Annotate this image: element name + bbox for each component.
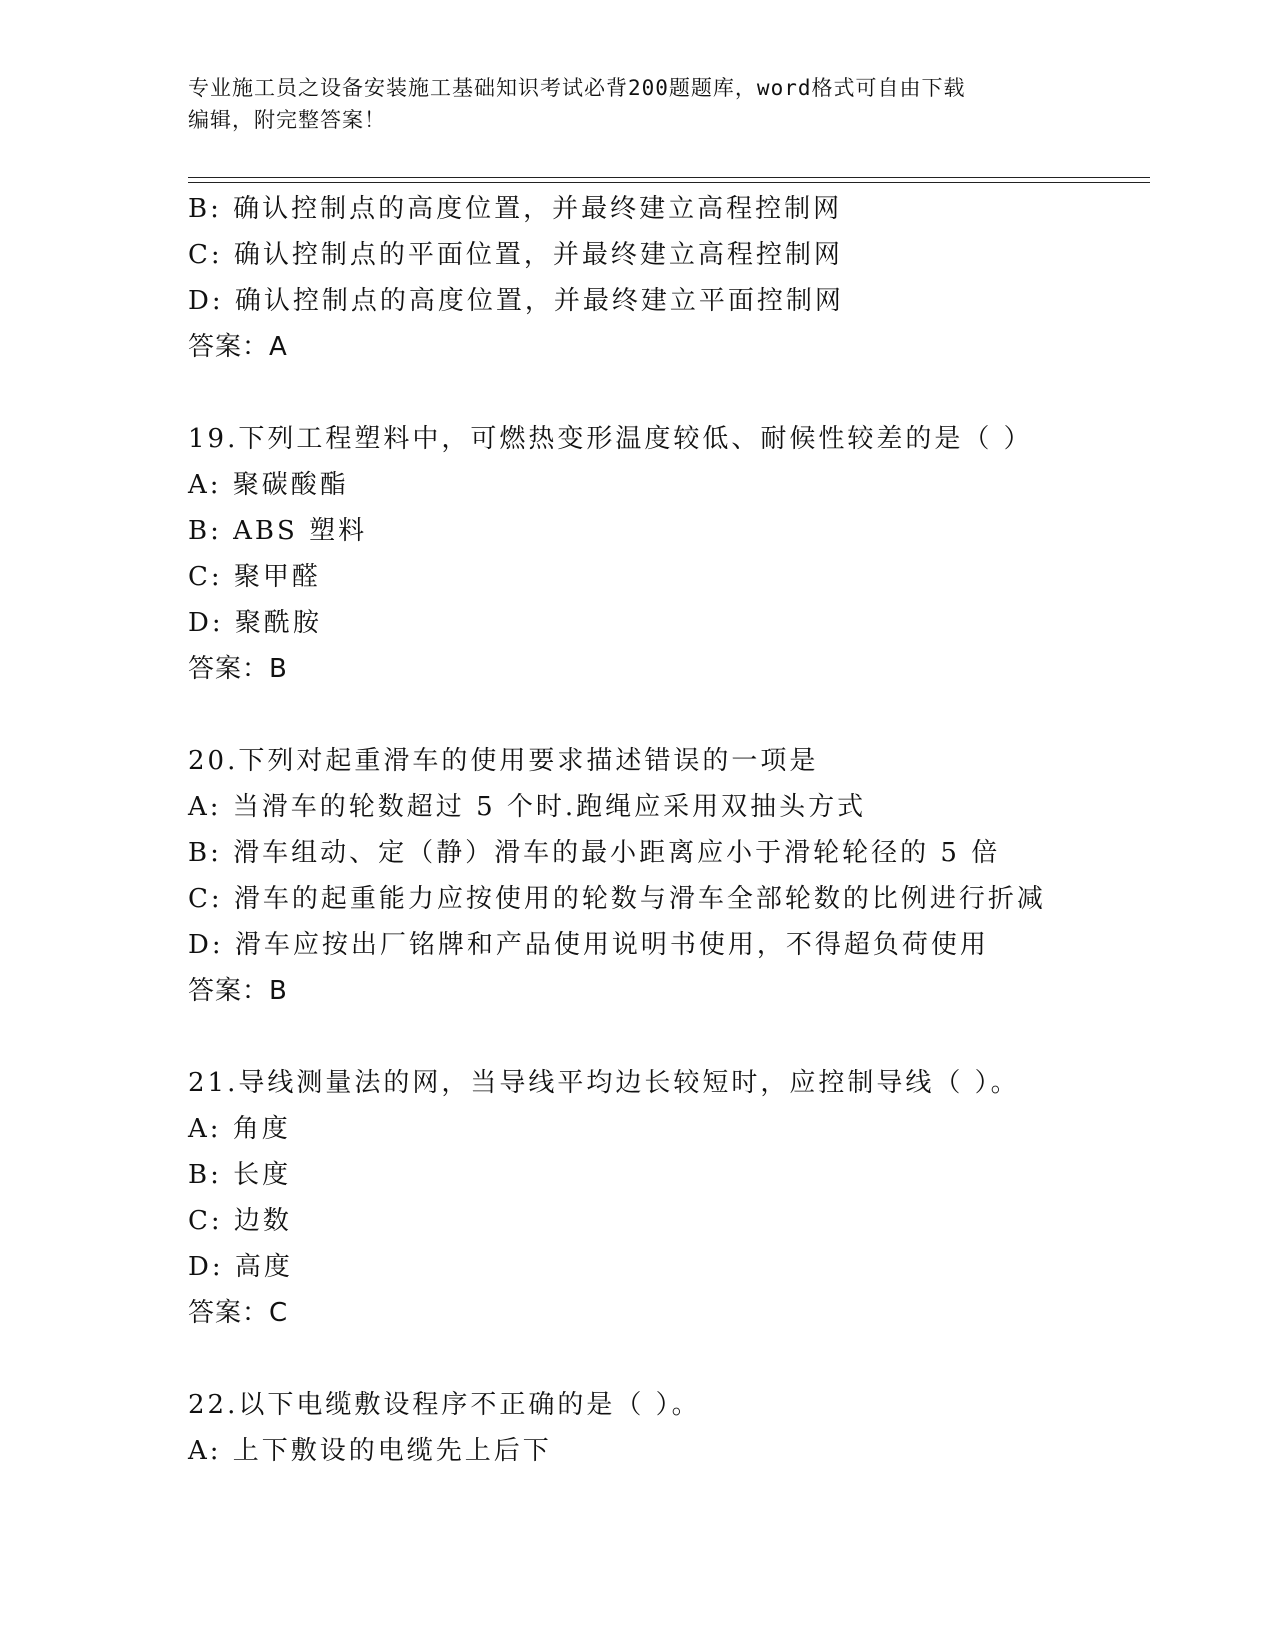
question-stem: 21.导线测量法的网，当导线平均边长较短时，应控制导线（ ）。	[188, 1068, 1020, 1098]
answer: 答案：C	[188, 1298, 289, 1328]
page-header	[188, 72, 1068, 136]
question-19	[188, 416, 1148, 692]
option-b: B: 长度	[188, 1160, 292, 1190]
option-c: C: 滑车的起重能力应按使用的轮数与滑车全部轮数的比例进行折减	[188, 884, 1046, 914]
option-d: D: 高度	[188, 1252, 293, 1282]
answer: 答案：B	[188, 654, 288, 684]
option-c: C: 聚甲醛	[188, 562, 321, 592]
question-22	[188, 1382, 1148, 1474]
option-d: D: 确认控制点的高度位置，并最终建立平面控制网	[188, 286, 844, 316]
question-stem: 19.下列工程塑料中，可燃热变形温度较低、耐候性较差的是（ ）	[188, 424, 1033, 454]
question-stem: 22.以下电缆敷设程序不正确的是（ ）。	[188, 1390, 701, 1420]
question-21	[188, 1060, 1148, 1336]
option-c: C: 确认控制点的平面位置，并最终建立高程控制网	[188, 240, 843, 270]
question-stem: 20.下列对起重滑车的使用要求描述错误的一项是	[188, 746, 819, 776]
header-title-line-2: 编辑，附完整答案！	[188, 108, 386, 132]
question-20	[188, 738, 1148, 1014]
option-c: C: 边数	[188, 1206, 292, 1236]
option-d: D: 滑车应按出厂铭牌和产品使用说明书使用，不得超负荷使用	[188, 930, 989, 960]
document-body	[188, 186, 1148, 1474]
option-b: B: 确认控制点的高度位置，并最终建立高程控制网	[188, 194, 843, 224]
header-title-line-1: 专业施工员之设备安装施工基础知识考试必背200题题库，word格式可自由下载	[188, 76, 966, 100]
option-a: A: 当滑车的轮数超过 5 个时.跑绳应采用双抽头方式	[188, 792, 867, 822]
question-18-continued	[188, 186, 1148, 370]
option-b: B: 滑车组动、定（静）滑车的最小距离应小于滑轮轮径的 5 倍	[188, 838, 1001, 868]
header-divider	[188, 177, 1150, 183]
option-a: A: 上下敷设的电缆先上后下	[188, 1436, 552, 1466]
option-a: A: 角度	[188, 1114, 291, 1144]
option-a: A: 聚碳酸酯	[188, 470, 349, 500]
option-b: B: ABS 塑料	[188, 516, 368, 546]
answer: 答案：B	[188, 976, 288, 1006]
answer: 答案：A	[188, 332, 288, 362]
option-d: D: 聚酰胺	[188, 608, 322, 638]
